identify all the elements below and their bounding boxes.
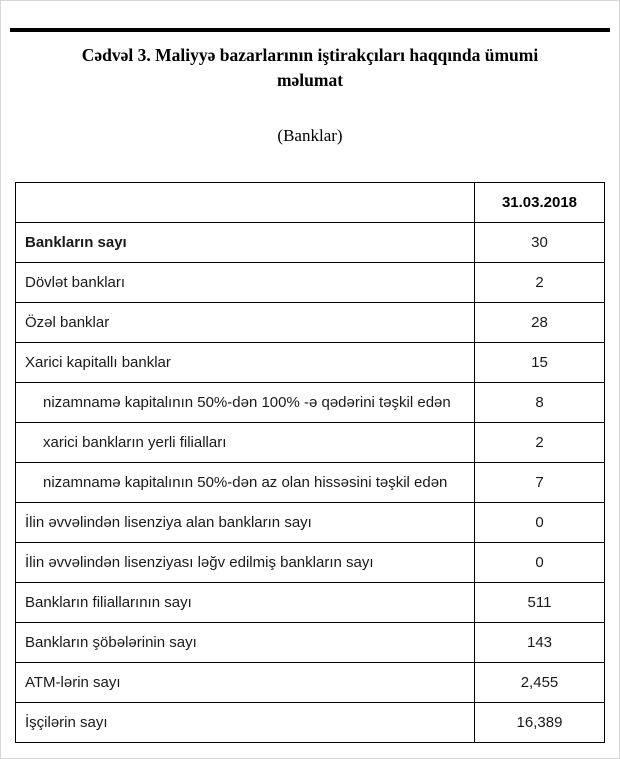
row-value: 143: [475, 622, 605, 662]
top-horizontal-rule: [10, 28, 610, 32]
table-row: [16, 702, 605, 742]
table-row: [16, 422, 605, 462]
page-subtitle: (Banklar): [277, 125, 343, 145]
row-label: ATM-lərin sayı: [16, 662, 475, 702]
table-row: [16, 462, 605, 502]
header-empty-cell: [16, 182, 475, 222]
document-content: [1, 1, 619, 743]
row-label: İlin əvvəlindən lisenziya alan bankların sayı: [16, 502, 475, 542]
banks-table: [15, 182, 605, 743]
table-body: [16, 222, 605, 742]
table-row: [16, 542, 605, 582]
table-row: [16, 302, 605, 342]
table-row: [16, 222, 605, 262]
row-label: Dövlət bankları: [16, 262, 475, 302]
row-label: xarici bankların yerli filialları: [16, 422, 475, 462]
table-row: [16, 622, 605, 662]
row-value: 2: [475, 422, 605, 462]
row-value: 0: [475, 542, 605, 582]
row-value: 30: [475, 222, 605, 262]
row-value: 2: [475, 262, 605, 302]
row-label: İlin əvvəlindən lisenziyası ləğv edilmiş bankların sayı: [16, 542, 475, 582]
row-value: 7: [475, 462, 605, 502]
row-value: 0: [475, 502, 605, 542]
row-value: 8: [475, 382, 605, 422]
header-date-cell: 31.03.2018: [475, 182, 605, 222]
row-label: Bankların sayı: [16, 222, 475, 262]
table-row: [16, 502, 605, 542]
row-label: Bankların şöbələrinin sayı: [16, 622, 475, 662]
row-value: 2,455: [475, 662, 605, 702]
table-header: [16, 182, 605, 222]
row-value: 511: [475, 582, 605, 622]
row-label: İşçilərin sayı: [16, 702, 475, 742]
table-row: [16, 262, 605, 302]
table-row: [16, 662, 605, 702]
row-value: 28: [475, 302, 605, 342]
page-title: Cədvəl 3. Maliyyə bazarlarının iştirakçıları haqqında ümumi məlumat: [81, 45, 539, 91]
row-value: 16,389: [475, 702, 605, 742]
table-row: [16, 382, 605, 422]
row-label: nizamnamə kapitalının 50%-dən 100% -ə qədərini təşkil edən: [16, 382, 475, 422]
table-row: [16, 342, 605, 382]
row-label: Bankların filiallarının sayı: [16, 582, 475, 622]
table-row: [16, 582, 605, 622]
row-label: nizamnamə kapitalının 50%-dən az olan hissəsini təşkil edən: [16, 462, 475, 502]
row-value: 15: [475, 342, 605, 382]
row-label: Özəl banklar: [16, 302, 475, 342]
table-header-row: [16, 182, 605, 222]
row-label: Xarici kapitallı banklar: [16, 342, 475, 382]
